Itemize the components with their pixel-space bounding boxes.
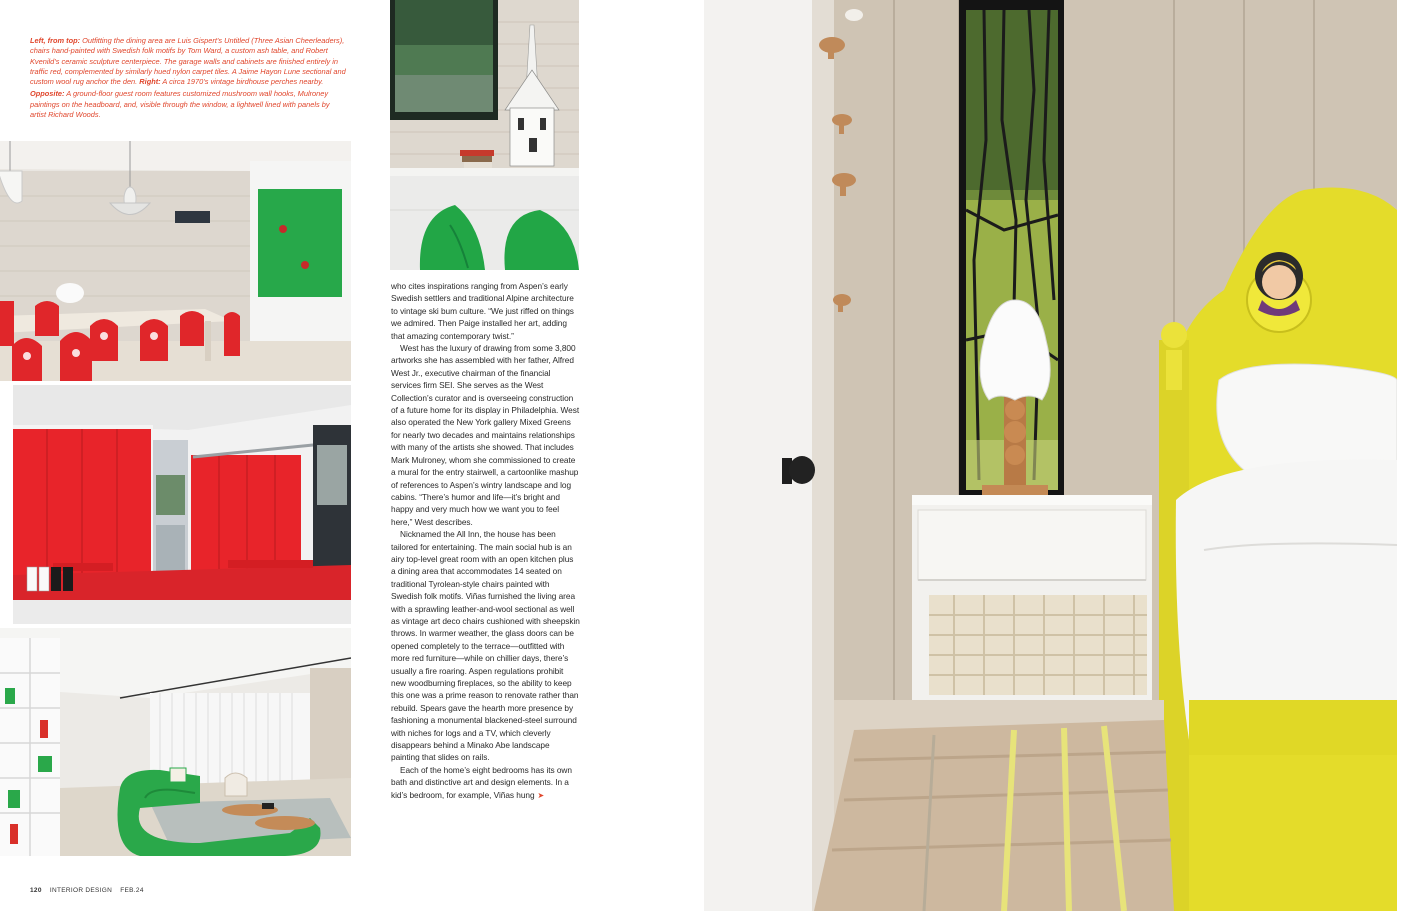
garage-photo — [13, 385, 351, 624]
caption-right-lead: Right: — [139, 77, 161, 87]
body-paragraph: Nicknamed the All Inn, the house has been tailored for entertaining. The main social hub is an airy top-level great room with an open kitchen plus a dining area that accommodates 14 seated on traditional Tyrolean-style chairs painted with Swedish folk motifs. Viñas furnished the living area with a sprawling leather-and-wool sectional as well as vintage art deco chairs cushioned with sheepskin throws. In warmer weather, the glass doors can be opened completely to the terrace—outfitted with more red furniture—while on chillier days, there’s usually a fire roaring. Aspen regulations prohibit new woodburning fireplaces, so the ability to keep this one was a prime reason to renovate rather than rebuild. Spears gave the hearth more presence by fashioning a monumental blackened-steel surround with niches for logs and a TV, which cleverly disappears behind a Minako Abe landscape painting that slides on rails. — [391, 529, 580, 763]
birdhouse-photo — [390, 0, 579, 270]
magazine-name: INTERIOR DESIGN — [49, 887, 113, 894]
body-paragraph-text: Each of the home’s eight bedrooms has its own bath and distinctive art and design elements. In a kid’s bedroom, for example, Viñas hung — [391, 764, 572, 800]
caption-opposite-text: A ground-floor guest room features customized mushroom wall hooks, Mulroney paintings on the headboard, and, visible through the window, a lightwell lined with panels by artist Richard Woods. — [30, 89, 330, 120]
page-number: 120 — [30, 887, 42, 894]
body-paragraph: who cites inspirations ranging from Aspen’s early Swedish settlers and traditional Alpine architecture to vintage ski bum culture. “We just riffed on things we admired. Then Paige installed her art, adding that amazing contemporary twist.” — [391, 281, 574, 341]
caption-right-text: A circa 1970’s vintage birdhouse perches nearby. — [162, 77, 324, 87]
guest-bedroom-photo — [704, 0, 1397, 911]
body-paragraph-last — [391, 764, 580, 802]
caption-opposite-lead: Opposite: — [30, 89, 65, 99]
den-photo — [0, 628, 351, 856]
body-paragraph: West has the luxury of drawing from some 3,800 artworks she has assembled with her father, Alfred West Jr., executive chairman of the financial services firm SEI. She serves as the West Collection’s curator and is overseeing construction of a future home for its display in Philadelphia. West also operated the New York gallery Mixed Greens for nearly two decades and maintains relationships with many of the artists she showed. That includes Mark Mulroney, whom she commissioned to create a mural for the entry stairwell, a cartoonlike mashup of references to Aspen’s wintry landscape and log cabins. “There’s humor and life—it’s bright and happy and very much how we want you to feel here,” West describes. — [391, 343, 580, 527]
caption-left — [30, 36, 346, 87]
caption-left-text: Outfitting the dining area are Luis Gispert’s Untitled (Three Asian Cheerleaders), chairs hand-painted with Swedish folk motifs by Tom Ward, a custom ash table, and Robert Kvenild’s ceramic sculpture centerpiece. The garage walls and cabinets are finished entirely in traffic red, complemented by similarly hued nylon carpet tiles. A Jaime Hayon Lune sectional and custom wool rug anchor the den. — [30, 36, 346, 87]
photo-caption — [30, 36, 346, 122]
caption-left-lead: Left, from top: — [30, 36, 81, 45]
dining-room-photo — [0, 141, 351, 381]
caption-opposite — [30, 89, 346, 120]
article-body — [391, 280, 580, 802]
page-folio — [30, 887, 144, 894]
issue-date: FEB.24 — [120, 887, 144, 894]
continue-arrow-icon: ➤ — [537, 790, 545, 800]
